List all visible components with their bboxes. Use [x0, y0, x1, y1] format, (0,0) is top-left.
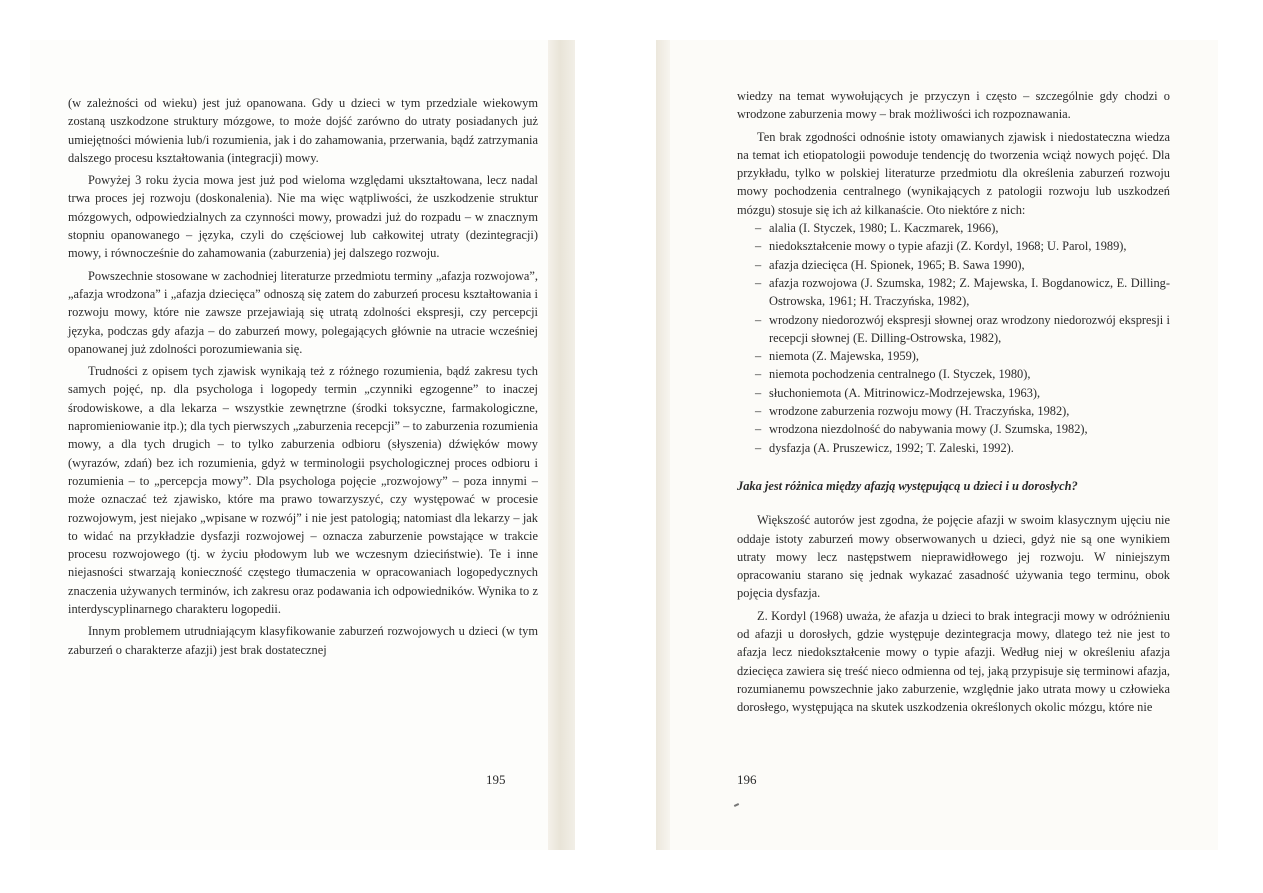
- paragraph: Większość autorów jest zgodna, że pojęcie afazji w swoim klasycznym ujęciu nie oddaje istoty zaburzeń mowy obserwowanych u dzieci, gdyż nie są one wynikiem utraty mowy lecz następstwem nieprawidłowego jej rozwoju. W niniejszym opracowaniu starano się jednak wykazać zasadność używania tego terminu, obok pojęcia dysfazja.: [737, 513, 1170, 601]
- list-item: – afazja rozwojowa (J. Szumska, 1982; Z. Majewska, I. Bogdanowicz, E. Dilling-Ostrowska, 1961; H. Traczyńska, 1982),: [755, 274, 1170, 311]
- paragraph: Z. Kordyl (1968) uważa, że afazja u dzieci to brak integracji mowy w odróżnieniu od afazji u dorosłych, gdzie występuje dezintegracja mowy, dlatego też nie jest to afazja lecz niedokształcenie mowy o typie afazji. Według niej w określeniu afazja dziecięca zawiera się treść nieco odmienna od tej, jaką przypisuje się terminowi afazja, rozumianemu powszechnie jako zaburzenie, względnie jako utrata mowy u człowieka dorosłego, występująca na skutek uszkodzenia określonych okolic mózgu, które nie: [737, 608, 1170, 715]
- scan-mark: [734, 803, 739, 807]
- list-item: – niemota pochodzenia centralnego (I. Styczek, 1980),: [755, 365, 1170, 383]
- paragraph: Ten brak zgodności odnośnie istoty omawianych zjawisk i niedostateczna wiedza na temat ich etiopatologii powoduje tendencję do tworzenia wciąż nowych pojęć. Dla przykładu, tylko w polskiej literaturze przedmiotu dla określenia zaburzeń rozwoju mowy pochodzenia centralnego (wynikających z patologii rozwoju lub uszkodzeń mózgu) stosuje się ich aż kilkanaście. Oto niektóre z nich:: [737, 129, 1170, 217]
- term-list: [737, 219, 1170, 457]
- right-page-text: [737, 87, 1170, 717]
- list-item: – słuchoniemota (A. Mitrinowicz-Modrzejewska, 1963),: [755, 384, 1170, 402]
- section-heading: Jaka jest różnica między afazją występującą u dzieci i u dorosłych?: [737, 478, 1078, 493]
- paragraph: (w zależności od wieku) jest już opanowana. Gdy u dzieci w tym przedziale wiekowym zostaną uszkodzone struktury mózgowe, to może dojść zarówno do utraty posiadanych już umiejętności mówienia lub/i rozumienia, jak i do zahamowania, przerwania, bądź zatrzymania dalszego procesu kształtowania (integracji) mowy.: [68, 96, 538, 165]
- list-item: – niedokształcenie mowy o typie afazji (Z. Kordyl, 1968; U. Parol, 1989),: [755, 237, 1170, 255]
- paragraph: Powszechnie stosowane w zachodniej literaturze przedmiotu terminy „afazja rozwojowa”, „afazja wrodzona” i „afazja dziecięca” odnoszą się zatem do zaburzeń procesu kształtowania i rozwoju mowy, które nie zawsze przejawiają się utratą zdolności ekspresji, czy percepcji języka, podczas gdy afazja – do zaburzeń mowy, polegających głównie na utracie wcześniej opanowanej już zdolności porozumiewania się.: [68, 268, 538, 356]
- list-item: – afazja dziecięca (H. Spionek, 1965; B. Sawa 1990),: [755, 256, 1170, 274]
- list-item: – wrodzona niezdolność do nabywania mowy (J. Szumska, 1982),: [755, 420, 1170, 438]
- list-item: – wrodzony niedorozwój ekspresji słownej oraz wrodzony niedorozwój ekspresji i recepcji słownej (E. Dilling-Ostrowska, 1982),: [755, 311, 1170, 348]
- list-item: – alalia (I. Styczek, 1980; L. Kaczmarek, 1966),: [755, 219, 1170, 237]
- left-page-text: [68, 94, 538, 659]
- page-number: 196: [737, 772, 757, 787]
- list-item: – wrodzone zaburzenia rozwoju mowy (H. Traczyńska, 1982),: [755, 402, 1170, 420]
- list-item: – dysfazja (A. Pruszewicz, 1992; T. Zaleski, 1992).: [755, 439, 1170, 457]
- list-item: – niemota (Z. Majewska, 1959),: [755, 347, 1170, 365]
- page-gutter-edge: [656, 40, 670, 850]
- paragraph: wiedzy na temat wywołujących je przyczyn i często – szczególnie gdy chodzi o wrodzone zaburzenia mowy – brak możliwości ich rozpoznawania.: [737, 89, 1170, 122]
- page-number: 195: [486, 772, 506, 787]
- right-page: [658, 40, 1218, 850]
- page-gutter-shadow: [548, 40, 575, 850]
- paragraph: Innym problemem utrudniającym klasyfikowanie zaburzeń rozwojowych u dzieci (w tym zaburzeń o charakterze afazji) jest brak dostatecznej: [68, 624, 538, 657]
- paragraph: Powyżej 3 roku życia mowa jest już pod wieloma względami ukształtowana, lecz nadal trwa proces jej rozwoju (doskonalenia). Nie ma więc wątpliwości, że uszkodzenie struktur mózgowych, odpowiedzialnych za czynności mowy, prowadzi już do rozpadu – w znacznym stopniu opanowanego – języka, czyli do częściowej lub całkowitej utraty (dezintegracji) mowy, i równocześnie do zahamowania (zaburzenia) jej dalszego rozwoju.: [68, 173, 538, 261]
- left-page: [30, 40, 575, 850]
- paragraph: Trudności z opisem tych zjawisk wynikają też z różnego rozumienia, bądź zakresu tych samych pojęć, np. dla psychologa i logopedy termin „czynniki egzogenne” to inaczej środowiskowe, a dla lekarza – wszystkie zewnętrzne (środki toksyczne, farmakologiczne, napromieniowanie itp.); dla tych pierwszych „zaburzenia recepcji” – to zaburzenia rozumienia mowy, a dla tych drugich – to tylko zaburzenia odbioru (słyszenia) dźwięków mowy (wyrazów, zdań) bez ich rozumienia, gdyż w terminologii psychologicznej proces odbioru i rozumienia – to „percepcja mowy”. Dla psychologa pojęcie „rozwojowy” – poza innymi – może oznaczać też zjawisko, które ma prawo towarzyszyć, czy występować w procesie rozwojowym, jest niejako „wpisane w rozwój” i nie jest patologią; natomiast dla lekarzy – jak to widać na przykładzie dysfazji rozwojowej – oznacza zaburzenie powstające w trakcie procesu rozwojowego (tj. w życiu płodowym lub we wczesnym dzieciństwie). Te i inne niejasności stwarzają konieczność częstego tłumaczenia w opracowaniach logopedycznych znaczenia używanych terminów, ich zakresu oraz podawania ich odpowiedników. Wynika to z interdyscyplinarnego charakteru logopedii.: [68, 364, 538, 617]
